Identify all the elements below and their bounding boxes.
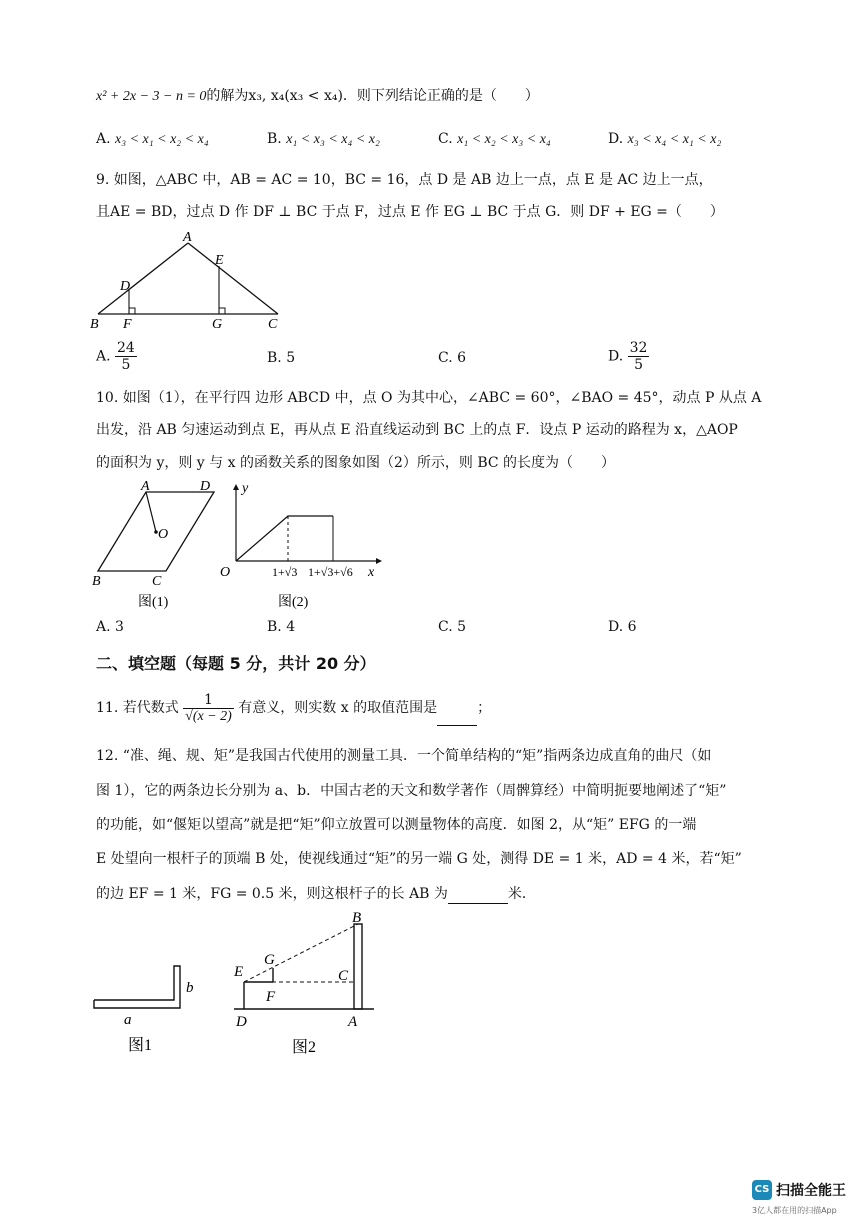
q8-option-d: D. x₃ < x₄ < x₁ < x₂ <box>608 131 722 147</box>
q9-label-a: A <box>183 230 192 245</box>
q10-fig2-caption: 图(2) <box>278 595 309 610</box>
q11-answer-blank[interactable] <box>437 711 477 726</box>
q9-line-1: 9. 如图，△ABC 中，AB = AC = 10，BC = 16，点 D 是 AB 边上一点，点 E 是 AC 边上一点， <box>96 172 713 188</box>
q10-fig1-caption: 图(1) <box>138 595 169 610</box>
q11-line: 11. 若代数式 $\frac{1}{√(x - 2)}$ 有意义，则实数 x 的取值范围是 ； <box>96 690 491 726</box>
q8-option-b: B. x₁ < x₃ < x₄ < x₂ <box>267 131 380 147</box>
q12-fig1-caption: 图1 <box>128 1037 153 1054</box>
q10-fig1-label-b: B <box>92 574 101 589</box>
q10-fig1-label-c: C <box>152 574 162 589</box>
q11-fraction: $\frac{1}{√(x - 2)}$ <box>185 691 232 724</box>
q12-fig2-measurement <box>226 906 386 1058</box>
q9-option-d: D. $\frac{32}{5}$ <box>608 340 648 373</box>
q9-label-e: E <box>215 253 224 268</box>
q12-line-4: E 处望向一根杆子的顶端 B 处，使视线通过“矩”的另一端 G 处，测得 DE = 1 米，AD = 4 米，若“矩” <box>96 851 742 867</box>
q9-option-b: B. 5 <box>267 350 296 366</box>
section-2-title: 二、填空题（每题 5 分，共计 20 分） <box>96 654 376 673</box>
q12-fig2-caption: 图2 <box>292 1039 317 1056</box>
q12-fig1-label-a: a <box>124 1012 132 1028</box>
q8-stem-text: 的解为x₃, x₄(x₃ < x₄)．则下列结论正确的是（ ） <box>206 88 539 104</box>
q12-fig2-label-g: G <box>264 952 275 968</box>
q10-fig1-label-o: O <box>158 527 169 542</box>
camscanner-logo-icon: CS <box>752 1180 772 1200</box>
q12-fig2-label-e: E <box>234 964 244 980</box>
q9-label-c: C <box>268 317 278 332</box>
q10-line-1: 10. 如图（1），在平行四 边形 ABCD 中，点 O 为其中心，∠ABC = 60°，∠BAO = 45°，动点 P 从点 A <box>96 390 762 406</box>
q10-fig2-tick-2: 1+√3+√6 <box>308 565 353 579</box>
q10-fig1-label-a: A <box>141 479 150 494</box>
q12-line-5: 的边 EF = 1 米，FG = 0.5 米，则这根杆子的长 AB 为 米． <box>96 886 536 902</box>
q10-function-graph <box>216 478 386 612</box>
q10-fig2-label-x: x <box>368 565 375 580</box>
q9-triangle-figure <box>88 226 288 336</box>
q8-equation: x² + 2x − 3 − n = 0 <box>96 89 207 104</box>
q12-line-1: 12. “准、绳、规、矩”是我国古代使用的测量工具．一个简单结构的“矩”指两条边成直角的曲尺（如 <box>96 748 712 764</box>
q9-option-a: A. $\frac{24}{5}$ <box>96 340 135 373</box>
camscanner-tagline: 3亿人都在用的扫描App <box>752 1206 837 1215</box>
q12-line-3: 的功能，如“偃矩以望高”就是把“矩”仰立放置可以测量物体的高度．如图 2，从“矩” EFG 的一端 <box>96 817 697 833</box>
q10-fig2-label-o: O <box>220 565 231 580</box>
q12-fig2-label-c: C <box>338 968 349 984</box>
q9-option-a-fraction: $\frac{24}{5}$ <box>117 340 135 373</box>
q9-label-b: B <box>90 317 99 332</box>
q12-fig1-label-b: b <box>186 980 194 996</box>
q10-parallelogram-figure <box>86 476 226 612</box>
q9-line-2: 且AE = BD，过点 D 作 DF ⊥ BC 于点 F，过点 E 作 EG ⊥ BC 于点 G．则 DF + EG =（ ） <box>96 204 724 220</box>
q9-label-d: D <box>120 279 131 294</box>
camscanner-name: 扫描全能王 <box>776 1183 846 1199</box>
q10-line-3: 的面积为 y，则 y 与 x 的函数关系的图象如图（2）所示，则 BC 的长度为（ ） <box>96 455 616 471</box>
q12-fig1-carpenter-square <box>86 958 206 1058</box>
q12-fig2-label-f: F <box>266 989 276 1005</box>
q10-fig1-label-d: D <box>200 479 211 494</box>
q10-option-b: B. 4 <box>267 619 296 635</box>
q12-answer-blank[interactable] <box>448 889 508 904</box>
q12-fig2-label-d: D <box>236 1014 247 1030</box>
q8-option-a: A. x₃ < x₁ < x₂ < x₄ <box>96 131 209 147</box>
q8-option-c: C. x₁ < x₂ < x₃ < x₄ <box>438 131 551 147</box>
q10-line-2: 出发，沿 AB 匀速运动到点 E，再从点 E 沿直线运动到 BC 上的点 F．设点 P 运动的路程为 x，△AOP <box>96 422 738 438</box>
q10-option-d: D. 6 <box>608 619 637 635</box>
q10-fig2-tick-1: 1+√3 <box>272 565 298 579</box>
q9-option-d-fraction: $\frac{32}{5}$ <box>629 340 648 373</box>
q9-option-c: C. 6 <box>438 350 467 366</box>
q10-option-c: C. 5 <box>438 619 467 635</box>
q9-label-f: F <box>123 317 132 332</box>
q12-fig2-label-a: A <box>348 1014 358 1030</box>
q10-option-a: A. 3 <box>96 619 124 635</box>
q8-stem <box>96 86 539 107</box>
q9-label-g: G <box>212 317 223 332</box>
q12-fig2-label-b: B <box>352 910 362 926</box>
q12-line-2: 图 1），它的两条边长分别为 a、b．中国古老的天文和数学著作（周髀算经）中简明扼要地阐述了“矩” <box>96 783 727 799</box>
q10-fig2-label-y: y <box>242 481 249 496</box>
